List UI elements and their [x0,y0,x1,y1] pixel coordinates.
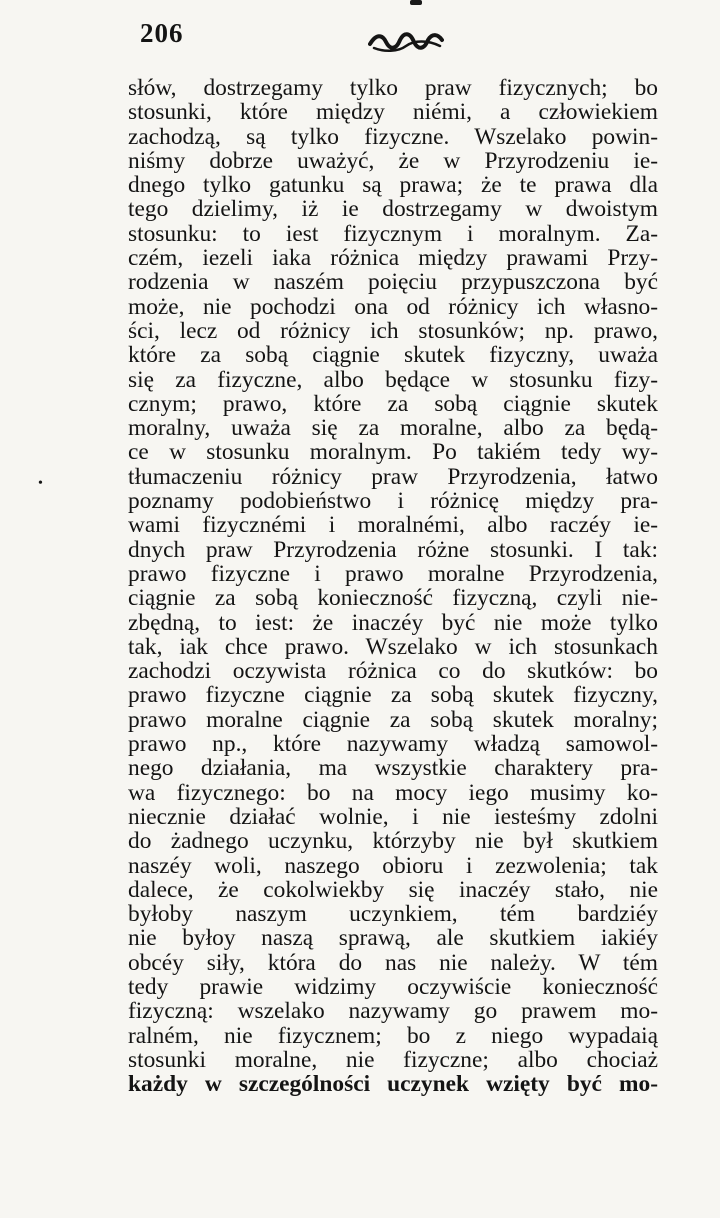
text-line: stosunki moralne, nie fizyczne; albo chociaż [128,1047,658,1073]
text-line: ce w stosunku moralnym. Po takiém tedy wy- [128,440,658,465]
text-line: zachodzi oczywista różnica co do skutków: bo [128,659,658,684]
text-line: do żadnego uczynku, którzyby nie był skutkiem [128,829,658,854]
text-line: niecznie działać wolnie, i nie iesteśmy zdolni [128,804,658,830]
body-text [128,76,658,1096]
text-line: które za sobą ciągnie skutek fizyczny, uważa [128,343,658,368]
text-line: prawo np., które nazywamy władzą samowol- [128,732,658,757]
text-line: prawo fizyczne ciągnie za sobą skutek fizyczny, [128,683,658,708]
text-line: obcéy siły, która do nas nie należy. W tém [128,950,658,975]
text-line: ralném, nie fizycznem; bo z niego wypadaią [128,1023,658,1048]
text-line: stosunki, które między niémi, a człowiekiem [128,100,658,125]
text-line: tego dzielimy, iż ie dostrzegamy w dwoistym [128,197,658,222]
page-number: 206 [140,18,184,48]
text-line: każdy w szczególności uczynek wzięty być mo- [128,1072,658,1097]
text-line: fizyczną: wszelako nazywamy go prawem mo- [128,999,658,1024]
text-line: niśmy dobrze uważyć, że w Przyrodzeniu ie- [128,148,658,174]
text-line: prawo moralne ciągnie za sobą skutek moralny; [128,707,658,733]
text-line: moralny, uważa się za moralne, albo za będą- [128,416,658,441]
text-line: byłoby naszym uczynkiem, tém bardziéy [128,902,658,927]
text-line: prawo fizyczne i prawo moralne Przyrodzenia, [128,561,658,587]
text-line: wami fizycznémi i moralnémi, albo raczéy ie- [128,513,658,538]
text-line: naszéy woli, naszego obioru i zezwolenia; tak [128,853,658,878]
text-line: ści, lecz od różnicy ich stosunków; np. prawo, [128,318,658,344]
top-edge-mark [410,0,422,5]
text-line: tedy prawie widzimy oczywiście konieczność [128,974,658,1000]
text-line: słów, dostrzegamy tylko praw fizycznych; bo [128,76,658,101]
text-line: wa fizycznego: bo na mocy iego musimy ko- [128,780,658,805]
margin-mark: • [38,476,43,491]
text-line: ciągnie za sobą konieczność fizyczną, czyli nie- [128,586,658,611]
decorative-flourish-icon [368,28,444,56]
text-line: zachodzą, są tylko fizyczne. Wszelako powin- [128,124,658,149]
text-line: dalece, że cokolwiekby się inaczéy stało, nie [128,877,658,903]
text-line: się za fizyczne, albo będące w stosunku fizy- [128,367,658,392]
text-line: dnych praw Przyrodzenia różne stosunki. I tak: [128,537,658,562]
text-line: cznym; prawo, które za sobą ciągnie skutek [128,391,658,417]
text-line: nego działania, ma wszystkie charaktery pra- [128,756,658,781]
text-line: rodzenia w naszém poięciu przypuszczona być [128,270,658,295]
text-line: zbędną, to iest: że inaczéy być nie może tylko [128,610,658,635]
text-line: czém, iezeli iaka różnica między prawami Przy- [128,246,658,271]
text-line: tłumaczeniu różnicy praw Przyrodzenia, łatwo [128,464,658,490]
text-line: dnego tylko gatunku są prawa; że te prawa dla [128,173,658,198]
text-line: nie byłoy naszą sprawą, ale skutkiem iakiéy [128,926,658,951]
text-line: poznamy podobieństwo i różnicę między pra- [128,489,658,514]
text-line: tak, iak chce prawo. Wszelako w ich stosunkach [128,634,658,660]
text-line: stosunku: to iest fizycznym i moralnym. Za- [128,221,658,247]
text-line: może, nie pochodzi ona od różnicy ich własno- [128,294,658,319]
